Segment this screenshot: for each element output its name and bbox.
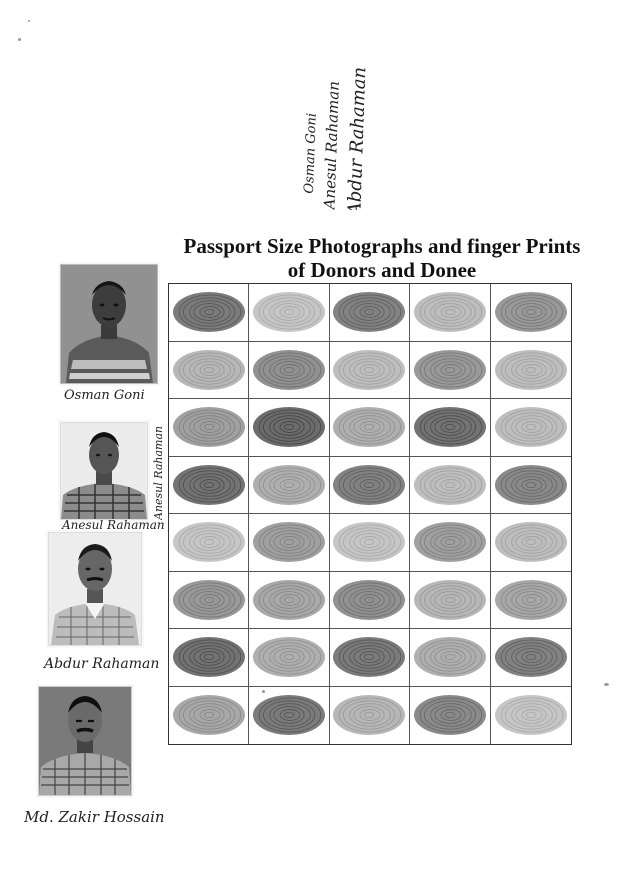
fingerprint-impression (251, 405, 327, 449)
fingerprint-cell (330, 284, 410, 342)
fingerprint-cell (491, 629, 571, 687)
fingerprint-impression (331, 405, 407, 449)
fingerprint-impression (251, 290, 327, 334)
photo-person-3 (48, 532, 142, 646)
top-signature-1: Osman Goni (301, 112, 320, 194)
fingerprint-impression (331, 348, 407, 392)
fingerprint-cell (249, 629, 329, 687)
fingerprint-cell (491, 457, 571, 515)
fingerprint-cell (249, 399, 329, 457)
fingerprint-impression (251, 693, 327, 737)
fingerprint-impression (331, 290, 407, 334)
fingerprint-impression (171, 693, 247, 737)
fingerprint-cell (491, 284, 571, 342)
fingerprint-impression (493, 693, 569, 737)
fingerprint-impression (412, 635, 488, 679)
fingerprint-impression (412, 290, 488, 334)
fingerprint-cell (330, 572, 410, 630)
fingerprint-impression (493, 348, 569, 392)
fingerprint-impression (412, 348, 488, 392)
fingerprint-impression (412, 463, 488, 507)
fingerprint-cell (491, 687, 571, 745)
fingerprint-cell (330, 399, 410, 457)
top-signature-3: Abdur Rahaman (344, 66, 371, 210)
signature-person-1: Osman Goni (64, 388, 145, 403)
fingerprint-impression (171, 520, 247, 564)
fingerprint-cell (491, 342, 571, 400)
portrait-image-1 (61, 265, 157, 383)
fingerprint-impression (251, 463, 327, 507)
fingerprint-cell (410, 399, 490, 457)
fingerprint-impression (251, 578, 327, 622)
fingerprint-impression (331, 520, 407, 564)
fingerprint-cell (491, 572, 571, 630)
top-signatures-block (295, 60, 405, 210)
fingerprint-impression (493, 405, 569, 449)
fingerprint-cell (249, 284, 329, 342)
fingerprint-impression (493, 635, 569, 679)
fingerprint-cell (330, 342, 410, 400)
fingerprint-cell (491, 399, 571, 457)
portrait-image-2 (61, 423, 147, 519)
fingerprint-cell (169, 629, 249, 687)
fingerprint-impression (251, 348, 327, 392)
fingerprint-cell (249, 514, 329, 572)
fingerprint-cell (169, 687, 249, 745)
fingerprint-impression (331, 635, 407, 679)
fingerprint-impression (171, 578, 247, 622)
title-line-2: of Donors and Donee (287, 258, 477, 282)
signature-person-4: Md. Zakir Hossain (24, 808, 165, 826)
fingerprint-impression (493, 463, 569, 507)
fingerprint-impression (493, 520, 569, 564)
fingerprint-cell (169, 457, 249, 515)
portrait-image-4 (39, 687, 131, 795)
fingerprint-cell (330, 457, 410, 515)
fingerprint-impression (331, 578, 407, 622)
fingerprint-cell (249, 687, 329, 745)
fingerprint-cell (410, 342, 490, 400)
fingerprint-impression (171, 290, 247, 334)
fingerprint-impression (251, 520, 327, 564)
fingerprint-impression (331, 693, 407, 737)
fingerprint-impression (493, 578, 569, 622)
scan-speck (604, 683, 609, 686)
fingerprint-cell (169, 342, 249, 400)
title-line-1: Passport Size Photographs and finger Prints (183, 234, 581, 258)
fingerprint-impression (171, 635, 247, 679)
signature-person-2: Anesul Rahaman (62, 518, 165, 532)
fingerprint-impression (331, 463, 407, 507)
signature-person-2-vertical (150, 420, 166, 520)
fingerprint-cell (410, 572, 490, 630)
fingerprint-impression (171, 348, 247, 392)
fingerprint-impression (171, 405, 247, 449)
fingerprint-cell (491, 514, 571, 572)
fingerprint-cell (330, 629, 410, 687)
fingerprint-cell (169, 572, 249, 630)
fingerprint-cell (249, 342, 329, 400)
portrait-image-3 (49, 533, 141, 645)
photo-person-1 (60, 264, 158, 384)
fingerprint-impression (251, 635, 327, 679)
fingerprint-impression (412, 405, 488, 449)
scan-speck (262, 690, 265, 693)
fingerprint-impression (493, 290, 569, 334)
top-signature-2: Anesul Rahaman (320, 80, 343, 210)
fingerprint-cell (330, 514, 410, 572)
fingerprint-impression (171, 463, 247, 507)
fingerprint-cell (249, 572, 329, 630)
fingerprint-cell (330, 687, 410, 745)
fingerprint-impression (412, 693, 488, 737)
fingerprint-grid (168, 283, 572, 745)
signature-person-2-vertical-text: Anesul Rahaman (152, 425, 165, 520)
fingerprint-cell (410, 457, 490, 515)
scan-speck (18, 38, 21, 41)
document-title (172, 234, 592, 282)
fingerprint-cell (169, 284, 249, 342)
photo-person-2 (60, 422, 148, 520)
fingerprint-cell (410, 284, 490, 342)
fingerprint-impression (412, 520, 488, 564)
fingerprint-cell (249, 457, 329, 515)
scan-speck (28, 20, 30, 22)
photo-person-4 (38, 686, 132, 796)
fingerprint-cell (410, 514, 490, 572)
signature-person-3: Abdur Rahaman (44, 656, 160, 672)
fingerprint-impression (412, 578, 488, 622)
fingerprint-cell (169, 399, 249, 457)
fingerprint-cell (169, 514, 249, 572)
fingerprint-cell (410, 687, 490, 745)
fingerprint-cell (410, 629, 490, 687)
top-signatures-drawing (295, 60, 405, 210)
